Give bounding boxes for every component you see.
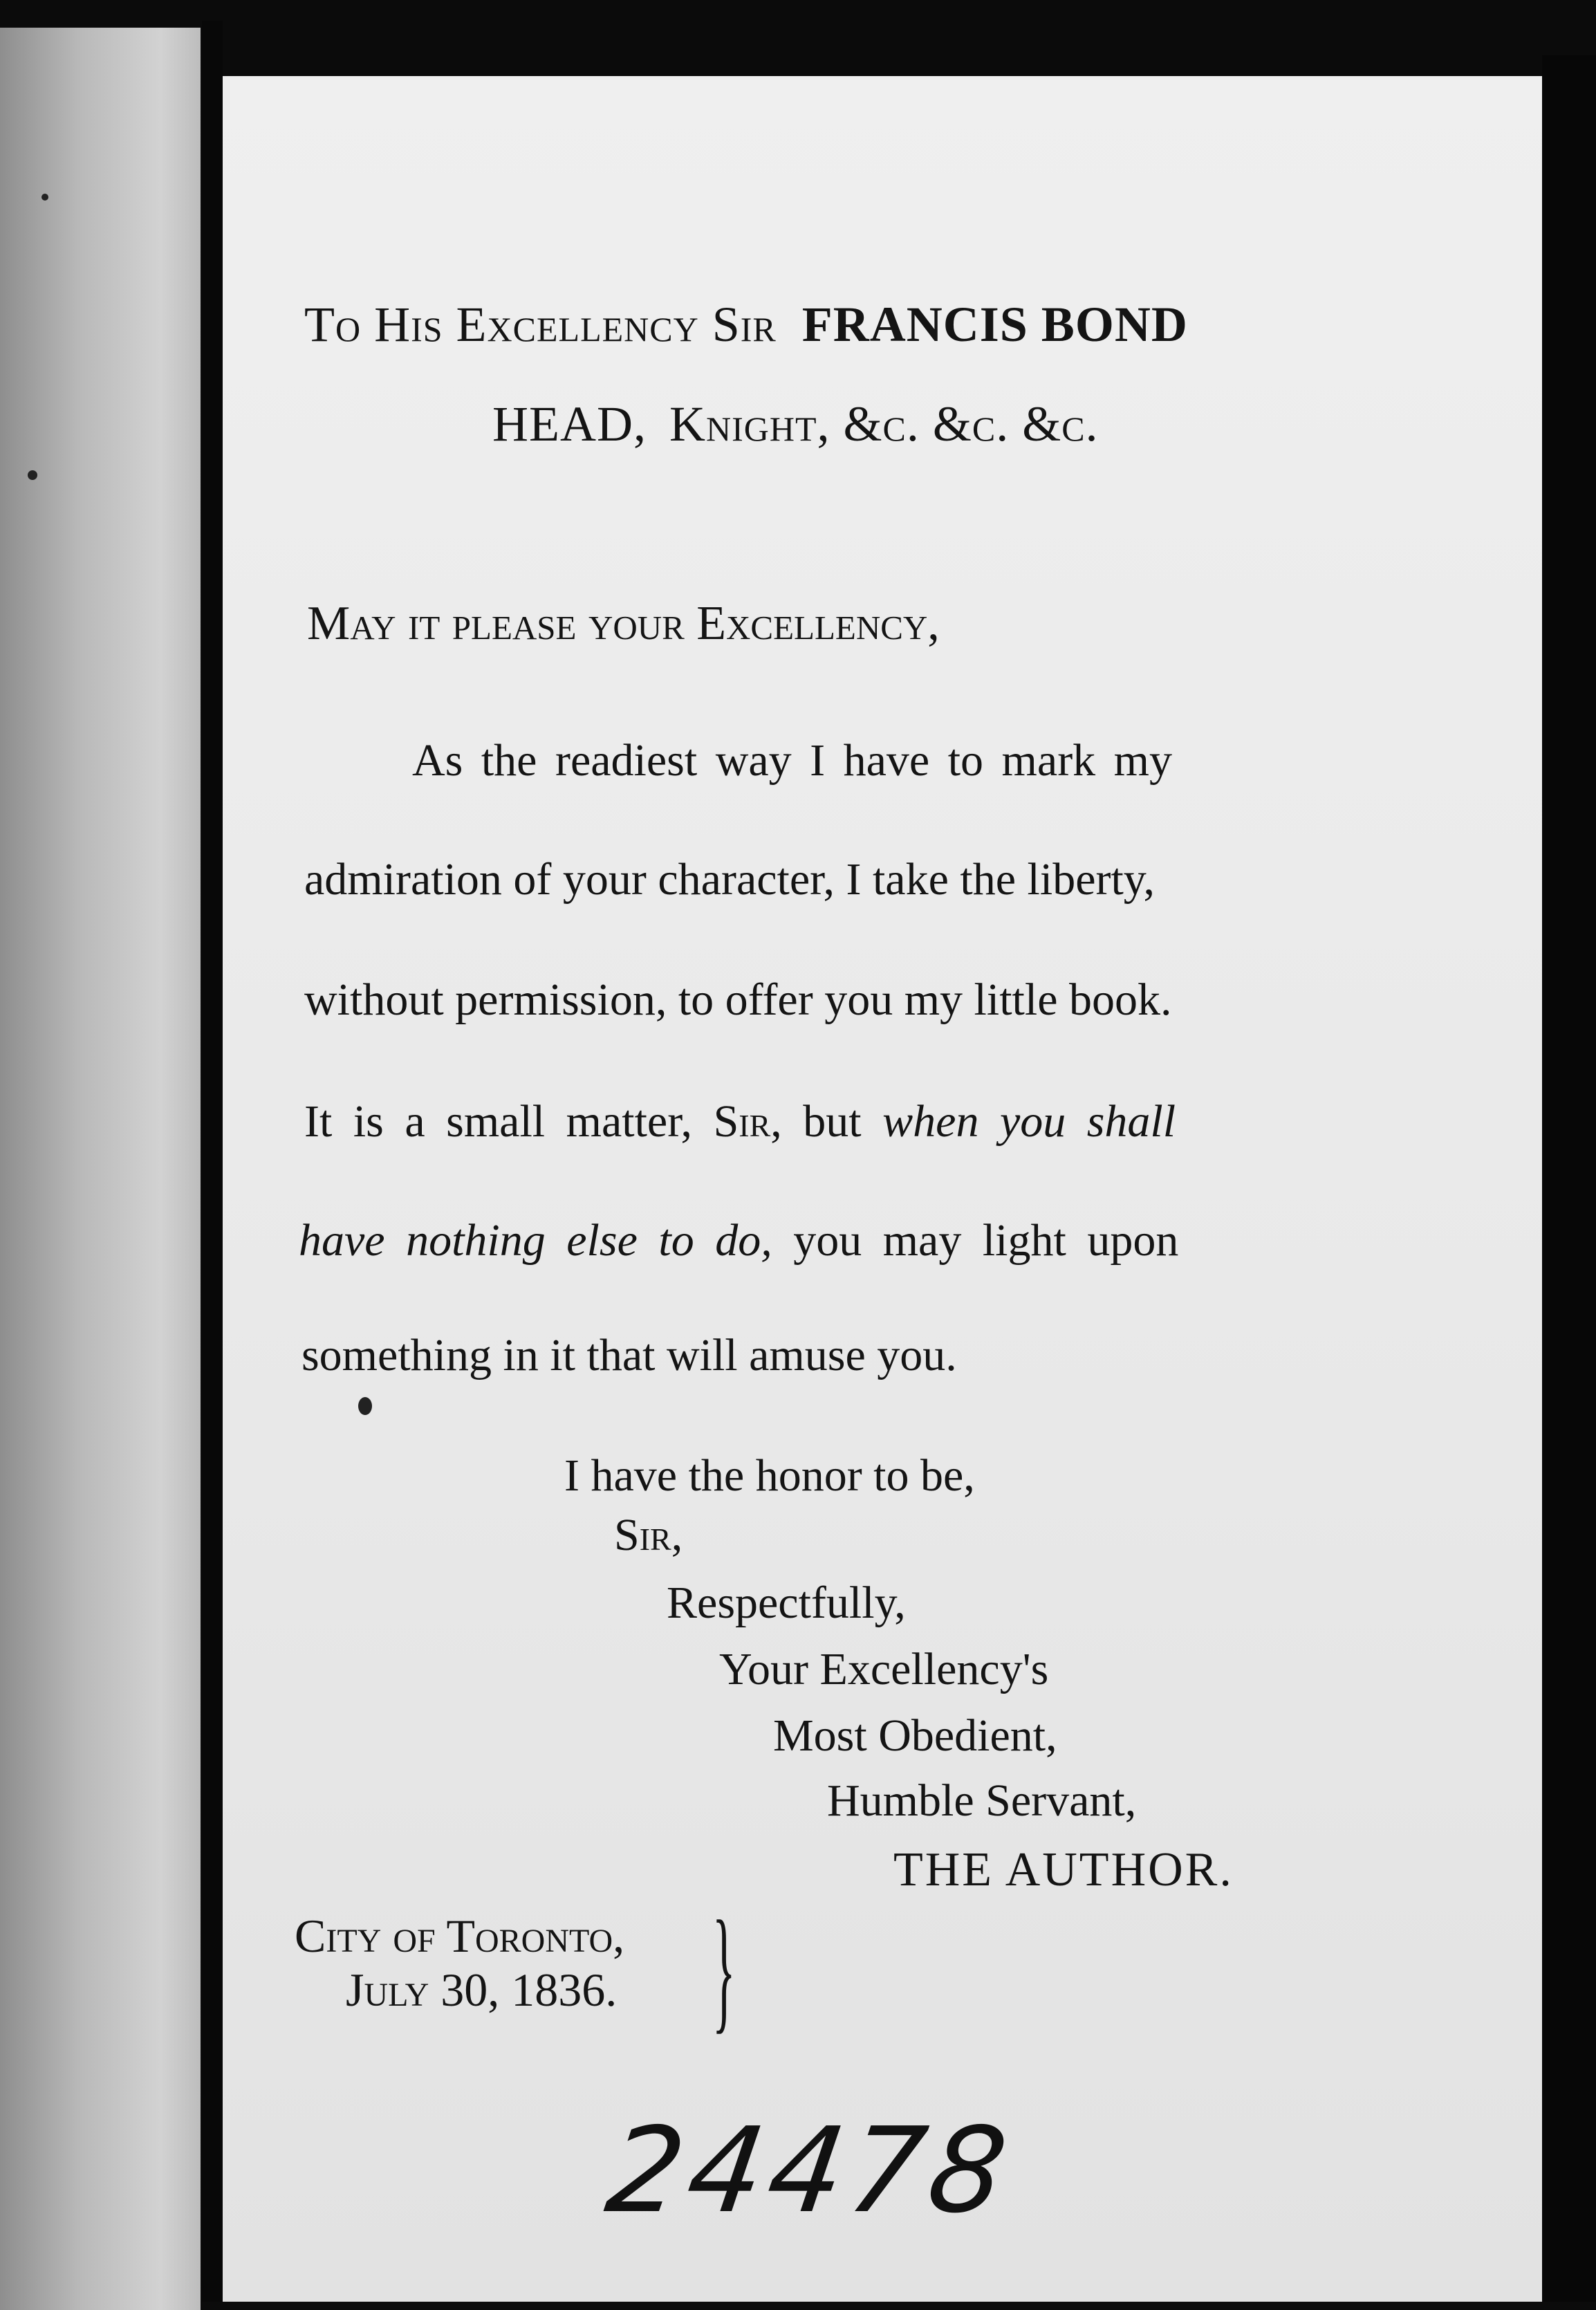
handwritten-catalog-number: 24478 (599, 2103, 1020, 2239)
closing-line-6: Humble Servant, (827, 1775, 1137, 1826)
dateline-place: City of Toronto, (295, 1910, 625, 1962)
paragraph-line-4-sir: Sir, (713, 1096, 782, 1147)
heading-name: FRANCIS BOND (801, 297, 1188, 352)
heading-surname: HEAD, (492, 396, 647, 452)
closing-line-1: I have the honor to be, (564, 1450, 975, 1501)
dateline-date: July 30, 1836. (346, 1963, 618, 2016)
paragraph-line-4-but: but (803, 1096, 862, 1147)
heading-line-1 (304, 296, 1188, 353)
book-gutter (202, 21, 223, 2302)
heading-line-2 (492, 396, 1099, 453)
closing-line-4: Your Excellency's (719, 1644, 1049, 1694)
paragraph-line-4 (304, 1096, 1176, 1148)
left-page-edge (0, 28, 201, 2310)
paragraph-line-6: something in it that will amuse you. (301, 1330, 957, 1380)
salutation: May it please your Excellency, (307, 597, 940, 650)
right-dark-edge (1542, 55, 1596, 2302)
paragraph-line-5-end: you may light upon (793, 1215, 1179, 1266)
closing-line-2: Sir, (614, 1510, 683, 1560)
curly-brace-mark: } (712, 1893, 736, 2046)
paragraph-line-3: without permission, to offer you my little book. (304, 974, 1172, 1025)
heading-title: Knight, &c. &c. &c. (669, 396, 1099, 452)
ink-speck (358, 1397, 372, 1415)
ink-speck (28, 470, 37, 480)
heading-addressee: To His Excellency Sir (304, 297, 777, 352)
paragraph-line-4-start: It is a small matter, (304, 1096, 693, 1147)
paragraph-line-5 (299, 1214, 1178, 1267)
closing-line-3: Respectfully, (667, 1578, 906, 1628)
closing-line-5: Most Obedient, (773, 1710, 1057, 1761)
signature: THE AUTHOR. (893, 1843, 1234, 1896)
paragraph-line-4-italic: when you shall (882, 1096, 1176, 1147)
paragraph-line-1: As the readiest way I have to mark my (412, 735, 1173, 786)
ink-speck (41, 194, 48, 201)
paragraph-line-5-italic: have nothing else to do, (299, 1215, 772, 1266)
paragraph-line-2: admiration of your character, I take the liberty, (304, 854, 1156, 905)
